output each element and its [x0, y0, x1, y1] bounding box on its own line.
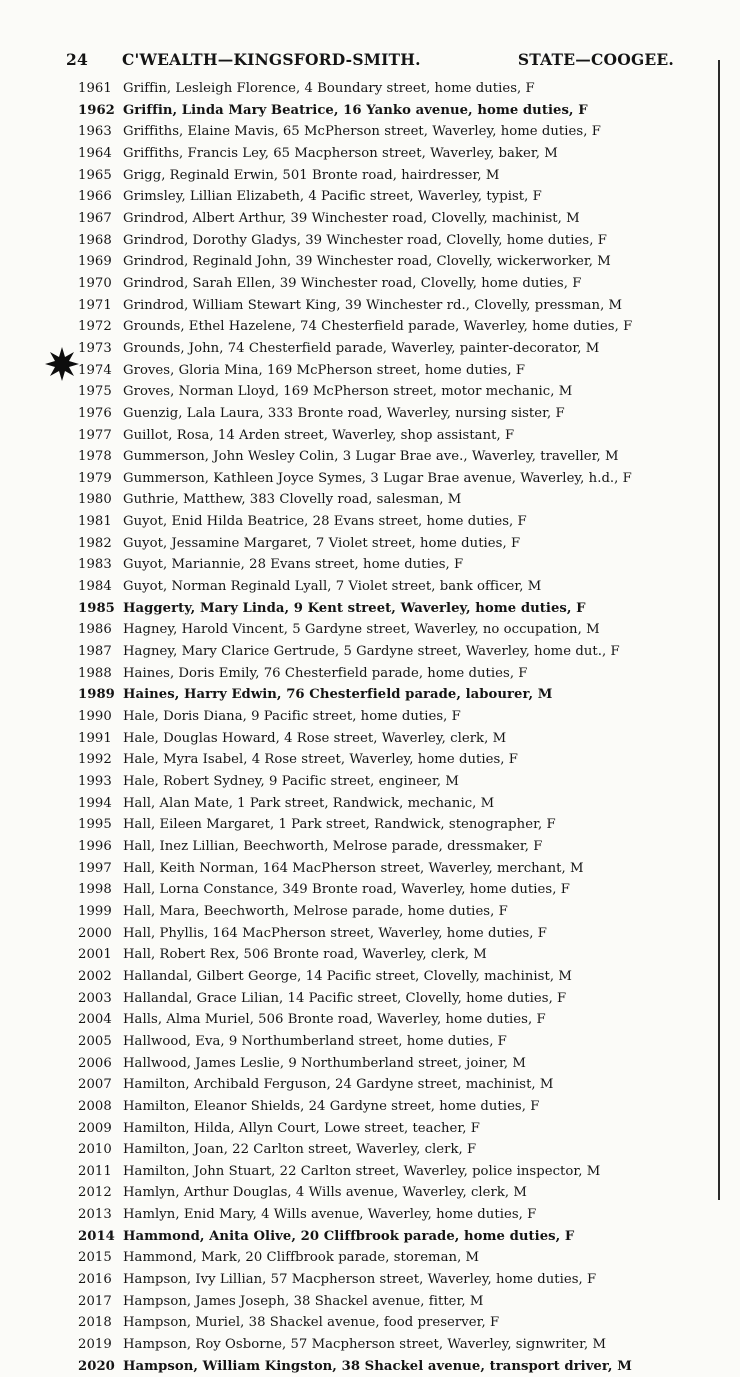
entry-number: 2000 — [78, 925, 112, 941]
entry-text: Hall, Lorna Constance, 349 Bronte road, Waverley, home duties, F — [123, 882, 570, 898]
entry-number: 1995 — [78, 817, 112, 833]
entry-text: Griffin, Lesleigh Florence, 4 Boundary street, home duties, F — [123, 81, 535, 96]
entry-text: Griffiths, Francis Ley, 65 Macpherson street, Waverley, baker, M — [123, 145, 558, 161]
entry-number: 1980 — [78, 492, 112, 508]
entry-number: 1989 — [78, 687, 115, 703]
list-item — [78, 1269, 718, 1291]
entry-number: 1967 — [78, 210, 112, 226]
entry-number: 2011 — [78, 1163, 112, 1179]
entry-text: Hall, Phyllis, 164 MacPherson street, Waverley, home duties, F — [123, 925, 547, 941]
entry-number: 1996 — [78, 838, 112, 854]
entry-text: Hagney, Mary Clarice Gertrude, 5 Gardyne street, Waverley, home dut., F — [123, 644, 620, 660]
list-item — [78, 836, 718, 858]
entry-number: 1969 — [78, 254, 112, 270]
entry-text: Grimsley, Lillian Elizabeth, 4 Pacific street, Waverley, typist, F — [123, 189, 542, 205]
page-header — [66, 48, 674, 72]
entry-number: 2020 — [78, 1358, 115, 1374]
list-item — [78, 381, 718, 403]
entry-text: Hampson, Ivy Lillian, 57 Macpherson street, Waverley, home duties, F — [123, 1272, 597, 1288]
list-item — [78, 901, 718, 923]
list-item — [78, 1161, 718, 1183]
entry-number: 1978 — [78, 449, 112, 465]
list-item — [78, 1074, 718, 1096]
entry-number: 2015 — [78, 1250, 112, 1266]
entry-text: Griffiths, Elaine Mavis, 65 McPherson street, Waverley, home duties, F — [123, 124, 601, 140]
list-item — [78, 100, 718, 122]
entry-number: 1988 — [78, 665, 112, 681]
list-item — [78, 1356, 718, 1377]
entry-text: Grindrod, William Stewart King, 39 Winchester rd., Clovelly, pressman, M — [123, 297, 623, 313]
list-item — [78, 619, 718, 641]
entry-text: Hall, Mara, Beechworth, Melrose parade, home duties, F — [123, 903, 508, 919]
entry-text: Grigg, Reginald Erwin, 501 Bronte road, hairdresser, M — [123, 167, 500, 183]
entry-text: Guyot, Mariannie, 28 Evans street, home duties, F — [123, 557, 464, 573]
list-item — [78, 78, 718, 100]
entry-number: 1973 — [78, 340, 112, 356]
entry-text: Hallwood, Eva, 9 Northumberland street, home duties, F — [123, 1033, 507, 1049]
entry-text: Haines, Doris Emily, 76 Chesterfield parade, home duties, F — [123, 665, 528, 681]
list-item — [78, 1247, 718, 1269]
entry-text: Hale, Douglas Howard, 4 Rose street, Waverley, clerk, M — [123, 730, 507, 746]
entry-text: Guillot, Rosa, 14 Arden street, Waverley, shop assistant, F — [123, 427, 515, 443]
list-item — [78, 641, 718, 663]
entry-text: Gummerson, Kathleen Joyce Symes, 3 Lugar Brae avenue, Waverley, h.d., F — [123, 470, 632, 486]
entry-text: Hampson, Muriel, 38 Shackel avenue, food preserver, F — [123, 1315, 500, 1331]
list-item — [78, 1182, 718, 1204]
list-item — [78, 1053, 718, 1075]
page-edge-divider — [718, 60, 720, 1200]
entry-number: 1992 — [78, 752, 112, 768]
entry-number: 1964 — [78, 145, 112, 161]
entry-number: 2006 — [78, 1055, 112, 1071]
entry-text: Groves, Norman Lloyd, 169 McPherson street, motor mechanic, M — [123, 384, 573, 400]
entry-text: Haines, Harry Edwin, 76 Chesterfield parade, labourer, M — [123, 687, 553, 703]
list-item — [78, 793, 718, 815]
entry-number: 1976 — [78, 405, 112, 421]
list-item — [78, 273, 718, 295]
list-item — [78, 511, 718, 533]
entry-number: 2004 — [78, 1012, 112, 1028]
entry-text: Hallandal, Gilbert George, 14 Pacific street, Clovelly, machinist, M — [123, 968, 572, 984]
entry-text: Halls, Alma Muriel, 506 Bronte road, Waverley, home duties, F — [123, 1012, 546, 1028]
entry-number: 2012 — [78, 1185, 112, 1201]
list-item — [78, 1312, 718, 1334]
entry-number: 1990 — [78, 709, 112, 725]
list-item — [78, 360, 718, 382]
entry-number: 1997 — [78, 860, 112, 876]
list-item — [78, 1009, 718, 1031]
entry-number: 1991 — [78, 730, 112, 746]
star-marker-icon — [44, 346, 80, 382]
entry-text: Hallandal, Grace Lilian, 14 Pacific street, Clovelly, home duties, F — [123, 990, 567, 1006]
list-item — [78, 1204, 718, 1226]
list-item — [78, 316, 718, 338]
header-left-title: C'WEALTH—KINGSFORD-SMITH. — [122, 50, 421, 69]
entry-text: Hale, Myra Isabel, 4 Rose street, Waverley, home duties, F — [123, 752, 518, 768]
entry-number: 1983 — [78, 557, 112, 573]
entry-number: 1984 — [78, 579, 112, 595]
entry-text: Grindrod, Albert Arthur, 39 Winchester road, Clovelly, machinist, M — [123, 210, 580, 226]
entry-text: Guthrie, Matthew, 383 Clovelly road, salesman, M — [123, 492, 462, 508]
entry-text: Grindrod, Sarah Ellen, 39 Winchester road, Clovelly, home duties, F — [123, 275, 582, 291]
entry-number: 1979 — [78, 470, 112, 486]
list-item — [78, 684, 718, 706]
entry-text: Hall, Alan Mate, 1 Park street, Randwick, mechanic, M — [123, 795, 495, 811]
list-item — [78, 446, 718, 468]
list-item — [78, 425, 718, 447]
entry-number: 1994 — [78, 795, 112, 811]
list-item — [78, 208, 718, 230]
list-item — [78, 988, 718, 1010]
entry-number: 1972 — [78, 319, 112, 335]
list-item — [78, 468, 718, 490]
entry-number: 1962 — [78, 102, 115, 118]
list-item — [78, 728, 718, 750]
entry-text: Hale, Doris Diana, 9 Pacific street, home duties, F — [123, 709, 461, 725]
entry-text: Guyot, Enid Hilda Beatrice, 28 Evans street, home duties, F — [123, 514, 527, 530]
entry-number: 1999 — [78, 903, 112, 919]
entry-number: 1985 — [78, 600, 115, 616]
list-item — [78, 1031, 718, 1053]
entry-text: Hallwood, James Leslie, 9 Northumberland street, joiner, M — [123, 1055, 526, 1071]
entry-text: Hale, Robert Sydney, 9 Pacific street, engineer, M — [123, 774, 459, 789]
entry-text: Groves, Gloria Mina, 169 McPherson street, home duties, F — [123, 362, 526, 378]
entry-number: 1966 — [78, 189, 112, 205]
entry-number: 2018 — [78, 1315, 112, 1331]
list-item — [78, 749, 718, 771]
entry-number: 2016 — [78, 1272, 112, 1288]
list-item — [78, 338, 718, 360]
list-item — [78, 251, 718, 273]
entry-text: Hamilton, Eleanor Shields, 24 Gardyne street, home duties, F — [123, 1098, 540, 1114]
entry-text: Hall, Robert Rex, 506 Bronte road, Waverley, clerk, M — [123, 947, 487, 963]
list-item — [78, 598, 718, 620]
entry-number: 2019 — [78, 1337, 112, 1353]
entry-number: 2009 — [78, 1120, 112, 1136]
entry-text: Hammond, Mark, 20 Cliffbrook parade, storeman, M — [123, 1250, 480, 1266]
entry-number: 2014 — [78, 1228, 115, 1244]
entry-number: 1961 — [78, 81, 112, 96]
list-item — [78, 1139, 718, 1161]
entry-number: 2010 — [78, 1142, 112, 1158]
entry-text: Hamilton, Hilda, Allyn Court, Lowe street, teacher, F — [123, 1120, 480, 1136]
list-item — [78, 533, 718, 555]
entry-text: Hamlyn, Enid Mary, 4 Wills avenue, Waverley, home duties, F — [123, 1207, 537, 1223]
list-item — [78, 1334, 718, 1356]
entry-number: 1977 — [78, 427, 112, 443]
entry-number: 1986 — [78, 622, 112, 638]
entry-text: Guyot, Norman Reginald Lyall, 7 Violet street, bank officer, M — [123, 579, 542, 595]
list-item — [78, 576, 718, 598]
list-item — [78, 1291, 718, 1313]
entry-number: 1965 — [78, 167, 112, 183]
list-item — [78, 771, 718, 793]
entry-number: 1963 — [78, 124, 112, 140]
entry-number: 1974 — [78, 362, 112, 378]
list-item — [78, 489, 718, 511]
entry-text: Grindrod, Reginald John, 39 Winchester road, Clovelly, wickerworker, M — [123, 254, 611, 270]
entry-number: 1993 — [78, 774, 112, 789]
entry-text: Hampson, Roy Osborne, 57 Macpherson street, Waverley, signwriter, M — [123, 1337, 607, 1353]
entry-number: 2002 — [78, 968, 112, 984]
entry-text: Hall, Eileen Margaret, 1 Park street, Randwick, stenographer, F — [123, 817, 556, 833]
entry-number: 2005 — [78, 1033, 112, 1049]
entry-text: Hamilton, Joan, 22 Carlton street, Waverley, clerk, F — [123, 1142, 477, 1158]
entry-number: 1968 — [78, 232, 112, 248]
entry-number: 1970 — [78, 275, 112, 291]
entry-number: 1971 — [78, 297, 112, 313]
entry-number: 1987 — [78, 644, 112, 660]
list-item — [78, 858, 718, 880]
list-item — [78, 663, 718, 685]
list-item — [78, 879, 718, 901]
entry-text: Hammond, Anita Olive, 20 Cliffbrook parade, home duties, F — [123, 1228, 575, 1244]
entry-text: Hall, Keith Norman, 164 MacPherson street, Waverley, merchant, M — [123, 860, 584, 876]
electoral-roll-list — [78, 78, 718, 1377]
entry-text: Hamilton, John Stuart, 22 Carlton street, Waverley, police inspector, M — [123, 1163, 601, 1179]
entry-text: Hamilton, Archibald Ferguson, 24 Gardyne street, machinist, M — [123, 1077, 554, 1093]
list-item — [78, 1096, 718, 1118]
entry-number: 1998 — [78, 882, 112, 898]
entry-text: Hampson, James Joseph, 38 Shackel avenue, fitter, M — [123, 1293, 484, 1309]
entry-text: Griffin, Linda Mary Beatrice, 16 Yanko avenue, home duties, F — [123, 102, 588, 118]
list-item — [78, 923, 718, 945]
entry-number: 2001 — [78, 947, 112, 963]
list-item — [78, 1118, 718, 1140]
entry-text: Gummerson, John Wesley Colin, 3 Lugar Brae ave., Waverley, traveller, M — [123, 449, 619, 465]
list-item — [78, 706, 718, 728]
page-number: 24 — [66, 50, 88, 69]
entry-text: Hampson, William Kingston, 38 Shackel avenue, transport driver, M — [123, 1358, 632, 1374]
list-item — [78, 1226, 718, 1248]
entry-text: Guenzig, Lala Laura, 333 Bronte road, Waverley, nursing sister, F — [123, 405, 565, 421]
entry-text: Grindrod, Dorothy Gladys, 39 Winchester road, Clovelly, home duties, F — [123, 232, 607, 248]
entry-text: Hall, Inez Lillian, Beechworth, Melrose parade, dressmaker, F — [123, 838, 543, 854]
header-right-title: STATE—COOGEE. — [517, 50, 674, 69]
entry-number: 2017 — [78, 1293, 112, 1309]
list-item — [78, 814, 718, 836]
entry-number: 2008 — [78, 1098, 112, 1114]
entry-text: Hamlyn, Arthur Douglas, 4 Wills avenue, Waverley, clerk, M — [123, 1185, 527, 1201]
entry-text: Guyot, Jessamine Margaret, 7 Violet street, home duties, F — [123, 535, 521, 551]
entry-text: Haggerty, Mary Linda, 9 Kent street, Waverley, home duties, F — [123, 600, 586, 616]
list-item — [78, 944, 718, 966]
list-item — [78, 165, 718, 187]
entry-number: 1975 — [78, 384, 112, 400]
list-item — [78, 143, 718, 165]
entry-number: 2013 — [78, 1207, 112, 1223]
entry-text: Grounds, Ethel Hazelene, 74 Chesterfield parade, Waverley, home duties, F — [123, 319, 633, 335]
entry-number: 1981 — [78, 514, 112, 530]
list-item — [78, 121, 718, 143]
entry-number: 2007 — [78, 1077, 112, 1093]
list-item — [78, 230, 718, 252]
entry-number: 1982 — [78, 535, 112, 551]
list-item — [78, 186, 718, 208]
entry-text: Hagney, Harold Vincent, 5 Gardyne street, Waverley, no occupation, M — [123, 622, 600, 638]
list-item — [78, 554, 718, 576]
list-item — [78, 295, 718, 317]
list-item — [78, 403, 718, 425]
entry-text: Grounds, John, 74 Chesterfield parade, Waverley, painter-decorator, M — [123, 340, 600, 356]
list-item — [78, 966, 718, 988]
entry-number: 2003 — [78, 990, 112, 1006]
